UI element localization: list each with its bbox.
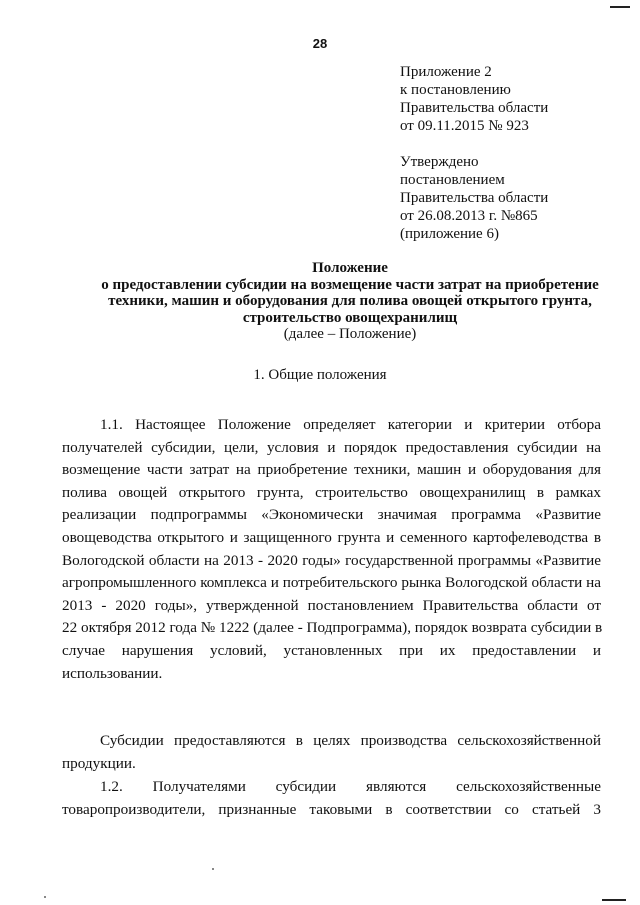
scan-speck (44, 896, 46, 898)
approval-line: Правительства области (400, 100, 549, 116)
paragraph-line: Субсидии предоставляются в целях производства сельскохозяйственной (100, 732, 601, 749)
paragraph-line: случае нарушения условий, установленных при их предоставлении и (62, 641, 601, 659)
approved-line: Правительства области (400, 190, 549, 206)
page-number: 28 (312, 36, 328, 51)
paragraph-line: 2013 - 2020 годы», утвержденной постановлением Правительства области от (62, 596, 601, 614)
scan-speck (212, 868, 214, 870)
title-heading: Положение (312, 260, 388, 276)
paragraph-word: являются (366, 778, 427, 795)
approval-line: от 09.11.2015 № 923 (400, 118, 529, 134)
approval-line: Приложение 2 (400, 64, 492, 80)
title-line: техники, машин и оборудования для полива овощей открытого грунта, (108, 293, 592, 309)
scan-bottom-mark (602, 899, 626, 901)
approved-line: (приложение 6) (400, 226, 499, 242)
paragraph-word: субсидии (275, 778, 337, 795)
paragraph-line: продукции. (62, 754, 136, 772)
paragraph-line: использовании. (62, 664, 163, 682)
paragraph-line: 22 октября 2012 года № 1222 (далее - Подпрограмма), порядок возврата субсидии в (62, 619, 603, 637)
paragraph-purpose (62, 730, 601, 775)
paragraph-1-2 (62, 776, 601, 821)
title-line: о предоставлении субсидии на возмещение части затрат на приобретение (101, 276, 599, 293)
paragraph-1-1 (62, 414, 601, 685)
approval-line: к постановлению (400, 82, 511, 98)
paragraph-line: реализации подпрограммы «Экономически значимая программа «Развитие (62, 506, 601, 524)
document-title (50, 260, 640, 343)
paragraph-line: агропромышленного комплекса и потребительского рынка Вологодской области на (62, 574, 601, 592)
approved-line: Утверждено (400, 154, 479, 170)
paragraph-line: Вологодской области на 2013 - 2020 годы» государственной программы «Развитие (62, 551, 601, 569)
approved-block (400, 153, 620, 243)
paragraph-line: возмещение части затрат на приобретение техники, машин и оборудования для (62, 461, 601, 479)
paragraph-line: 1.1. Настоящее Положение определяет категории и критерии отбора (100, 416, 601, 433)
paragraph-word: Получателями (152, 778, 246, 795)
paragraph-line: товаропроизводители, признанные таковыми в соответствии со статьей 3 (62, 800, 601, 818)
scan-corner-mark (610, 0, 630, 8)
paragraph-line (62, 776, 601, 799)
title-line: строительство овощехранилищ (242, 309, 458, 326)
paragraph-line: получателей субсидии, цели, условия и порядок предоставления субсидии на (62, 438, 601, 456)
paragraph-word: сельскохозяйственные (456, 778, 601, 795)
section-heading: 1. Общие положения (253, 367, 387, 383)
approved-line: от 26.08.2013 г. №865 (400, 208, 538, 224)
approved-line: постановлением (400, 172, 505, 188)
paragraph-line: овощеводства открытого и защищенного грунта и семенного картофелеводства в (62, 528, 601, 546)
approval-block (400, 63, 620, 135)
paragraph-line: полива овощей открытого грунта, строительство овощехранилищ в рамках (62, 483, 601, 501)
clause-number: 1.2. (100, 778, 123, 795)
title-subtitle: (далее – Положение) (283, 326, 417, 342)
